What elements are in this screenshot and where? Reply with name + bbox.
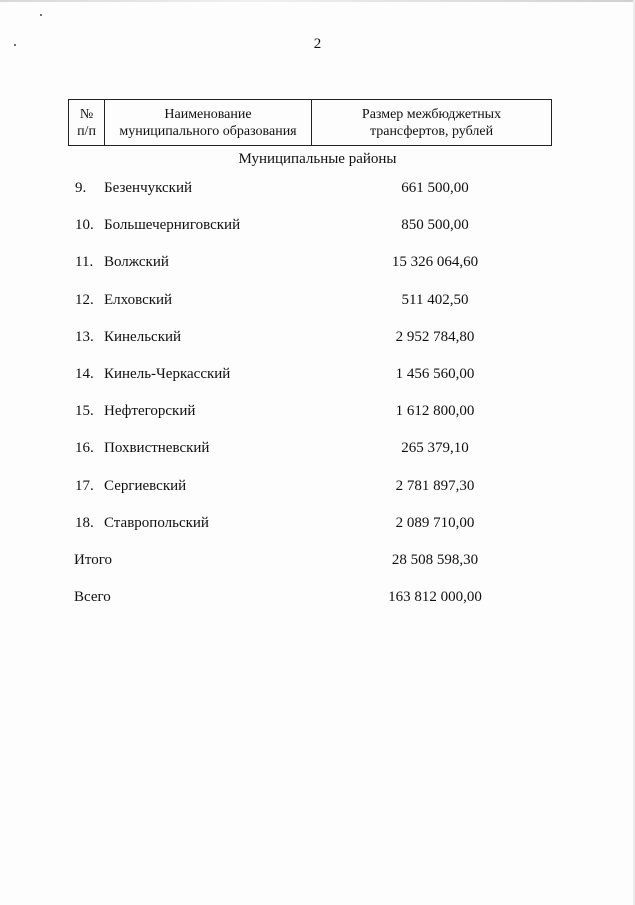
table-row <box>0 217 635 237</box>
row-municipality-name: Большечерниговский <box>104 217 241 234</box>
row-index: 14. <box>75 366 94 382</box>
row-transfer-amount: 850 500,00 <box>401 217 469 234</box>
row-transfer-amount: 2 781 897,30 <box>395 477 475 494</box>
header-number-label: № п/п <box>77 106 96 139</box>
subtotal-row <box>0 552 635 572</box>
row-municipality-name: Кинельский <box>104 328 182 345</box>
table-row <box>0 329 635 349</box>
row-index: 13. <box>75 328 94 345</box>
row-index: 17. <box>75 477 94 494</box>
row-transfer-amount: 1 456 560,00 <box>395 366 475 382</box>
row-municipality-name: Волжский <box>104 254 169 271</box>
table-row <box>0 478 635 498</box>
row-transfer-amount: 511 402,50 <box>401 291 469 308</box>
row-transfer-amount: 15 326 064,60 <box>391 254 479 271</box>
table-row <box>0 403 635 423</box>
total-row-label: Всего <box>74 589 111 606</box>
subtotal-row-amount: 28 508 598,30 <box>391 552 479 568</box>
table-row <box>0 440 635 460</box>
page-number: 2 <box>313 36 322 52</box>
scan-speck <box>40 14 42 16</box>
row-transfer-amount: 2 089 710,00 <box>395 514 475 531</box>
row-index: 16. <box>75 440 94 457</box>
header-number-cell <box>69 100 105 145</box>
row-municipality-name: Елховский <box>104 291 173 308</box>
header-name-label: Наименование муниципального образования <box>119 106 297 139</box>
table-row <box>0 366 635 386</box>
table-row <box>0 515 635 535</box>
row-index: 18. <box>75 514 94 531</box>
table-row <box>0 292 635 312</box>
header-amount-cell <box>312 100 551 145</box>
row-municipality-name: Сергиевский <box>104 477 187 494</box>
row-index: 15. <box>75 403 94 420</box>
row-index: 10. <box>75 217 94 234</box>
row-transfer-amount: 661 500,00 <box>401 180 469 196</box>
row-municipality-name: Кинель-Черкасский <box>104 366 231 382</box>
table-row <box>0 254 635 274</box>
row-transfer-amount: 265 379,10 <box>401 440 469 457</box>
section-title: Муниципальные районы <box>238 151 397 167</box>
table-header <box>68 99 552 146</box>
subtotal-row-label: Итого <box>74 552 112 568</box>
row-transfer-amount: 2 952 784,80 <box>395 328 475 345</box>
row-municipality-name: Безенчукский <box>104 180 193 196</box>
header-amount-label: Размер межбюджетных трансфертов, рублей <box>361 106 502 139</box>
scan-top-edge <box>0 0 635 2</box>
row-municipality-name: Нефтегорский <box>104 403 196 420</box>
total-row <box>0 589 635 609</box>
total-row-amount: 163 812 000,00 <box>388 589 482 606</box>
row-municipality-name: Похвистневский <box>104 440 210 457</box>
table-row <box>0 180 635 200</box>
row-municipality-name: Ставропольский <box>104 514 209 531</box>
row-transfer-amount: 1 612 800,00 <box>395 403 475 420</box>
row-index: 12. <box>75 291 94 308</box>
row-index: 9. <box>75 180 87 196</box>
row-index: 11. <box>75 254 94 271</box>
header-name-cell <box>105 100 312 145</box>
